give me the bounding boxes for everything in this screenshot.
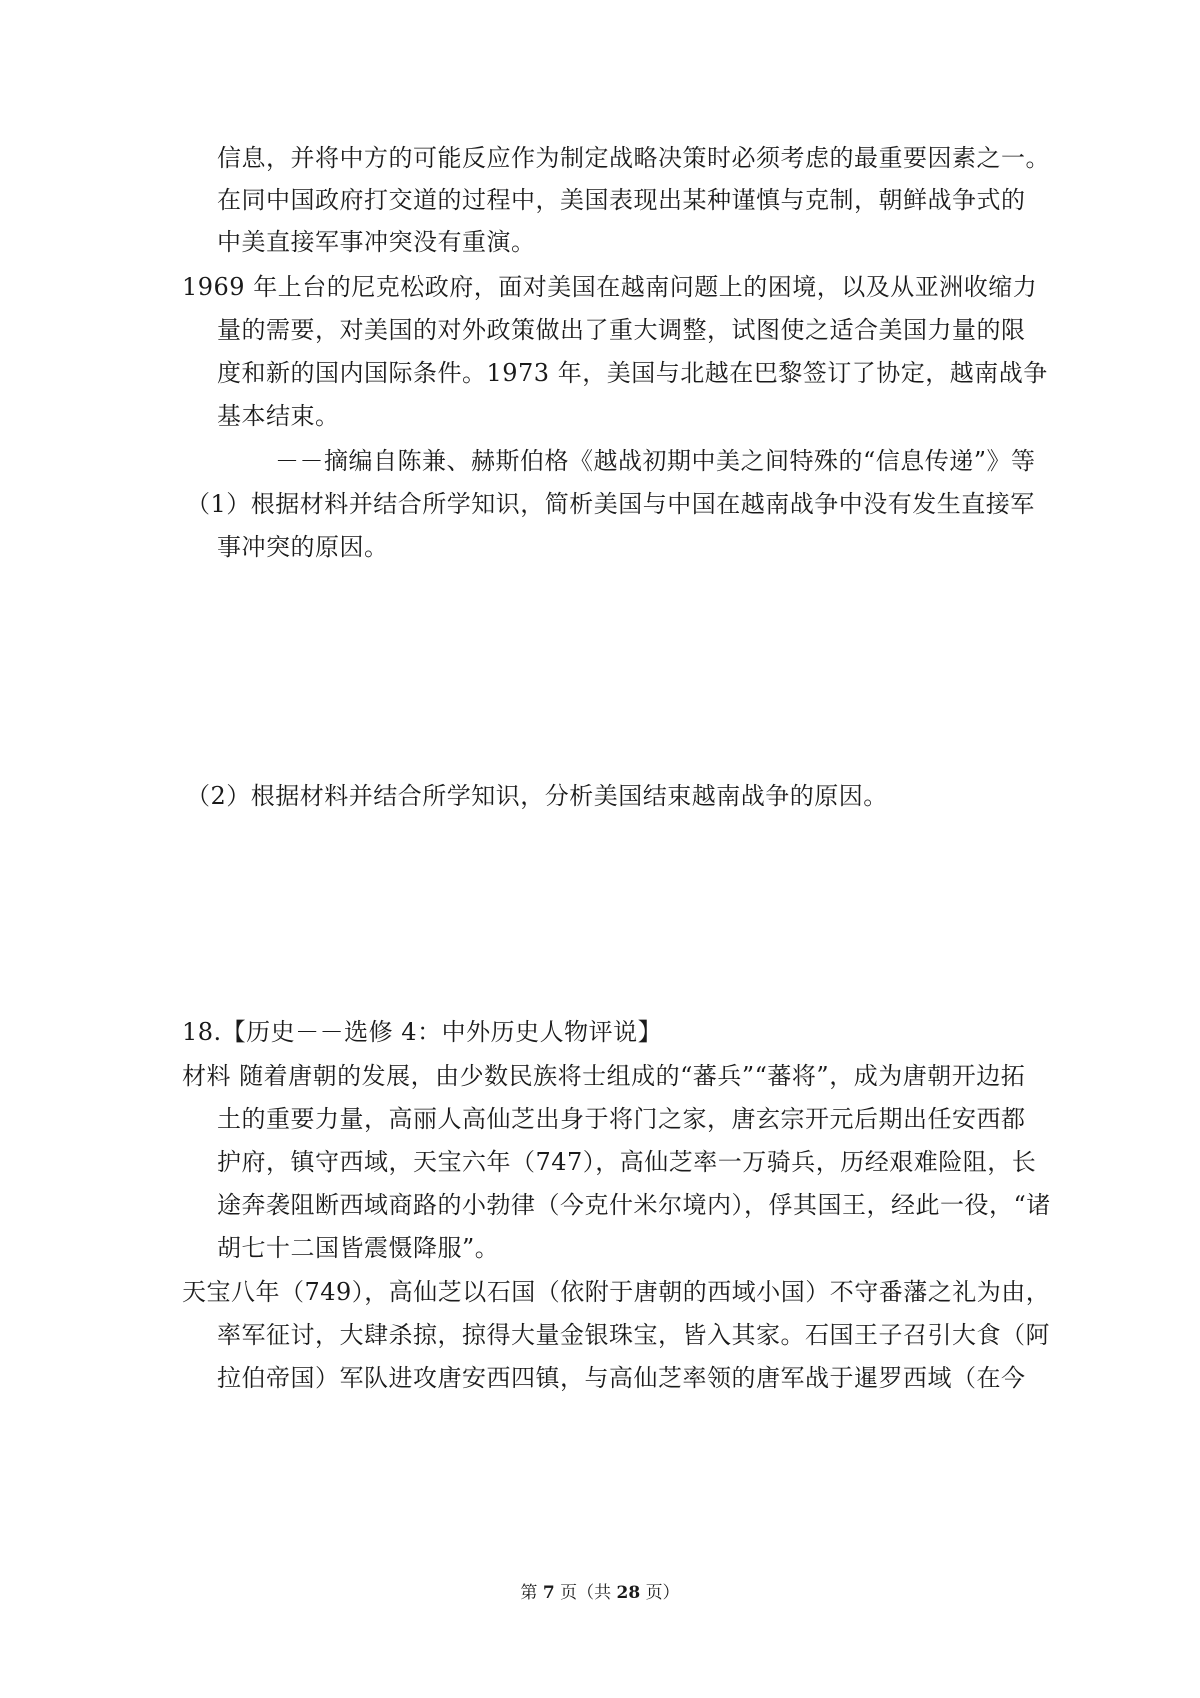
question-18-paragraph-line: 率军征讨，大肆杀掠，掠得大量金银珠宝，皆入其家。石国王子召引大食（阿 — [217, 1321, 1050, 1349]
material-text-line: 在同中国政府打交道的过程中，美国表现出某种谨慎与克制，朝鲜战争式的 — [217, 186, 1026, 214]
material-text-line: 信息，并将中方的可能反应作为制定战略决策时必须考虑的最重要因素之一。 — [217, 144, 1050, 172]
material-text-line: 基本结束。 — [217, 402, 340, 430]
question-1-text: （1）根据材料并结合所学知识，简析美国与中国在越南战争中没有发生直接军 — [186, 490, 1035, 518]
page-footer — [0, 1582, 1200, 1604]
question-18-material-line: 护府，镇守西域，天宝六年（747），高仙芝率一万骑兵，历经艰难险阻，长 — [217, 1148, 1037, 1176]
footer-page-number: 7 — [542, 1583, 555, 1603]
footer-total-pages: 28 — [616, 1583, 641, 1603]
source-citation: －－摘编自陈兼、赫斯伯格《越战初期中美之间特殊的“信息传递”》等 — [275, 447, 1036, 475]
footer-middle: 页（共 — [560, 1583, 612, 1603]
question-18-paragraph-line: 天宝八年（749），高仙芝以石国（依附于唐朝的西域小国）不守番藩之礼为由， — [182, 1278, 1051, 1306]
question-2-text: （2）根据材料并结合所学知识，分析美国结束越南战争的原因。 — [186, 782, 888, 810]
question-18-material-line: 胡七十二国皆震慑降服”。 — [217, 1234, 500, 1262]
footer-prefix: 第 — [520, 1583, 538, 1603]
question-18-heading: 18.【历史－－选修 4：中外历史人物评说】 — [182, 1018, 663, 1046]
footer-suffix: 页） — [645, 1583, 680, 1603]
question-18-material-line: 土的重要力量，高丽人高仙芝出身于将门之家，唐玄宗开元后期出任安西都 — [217, 1105, 1026, 1133]
question-18-paragraph-line: 拉伯帝国）军队进攻唐安西四镇，与高仙芝率领的唐军战于暹罗西域（在今 — [217, 1364, 1026, 1392]
material-text-line: 中美直接军事冲突没有重演。 — [217, 228, 536, 256]
material-text-line: 量的需要，对美国的对外政策做出了重大调整，试图使之适合美国力量的限 — [217, 316, 1026, 344]
material-text-line: 度和新的国内国际条件。1973 年，美国与北越在巴黎签订了协定，越南战争 — [217, 359, 1048, 387]
material-text-line: 1969 年上台的尼克松政府，面对美国在越南问题上的困境，以及从亚洲收缩力 — [182, 273, 1038, 301]
question-18-material-line: 材料 随着唐朝的发展，由少数民族将士组成的“蕃兵”“蕃将”，成为唐朝开边拓 — [182, 1062, 1026, 1090]
question-1-text: 事冲突的原因。 — [217, 533, 389, 561]
question-18-material-line: 途奔袭阻断西域商路的小勃律（今克什米尔境内），俘其国王，经此一役，“诸 — [217, 1191, 1051, 1219]
